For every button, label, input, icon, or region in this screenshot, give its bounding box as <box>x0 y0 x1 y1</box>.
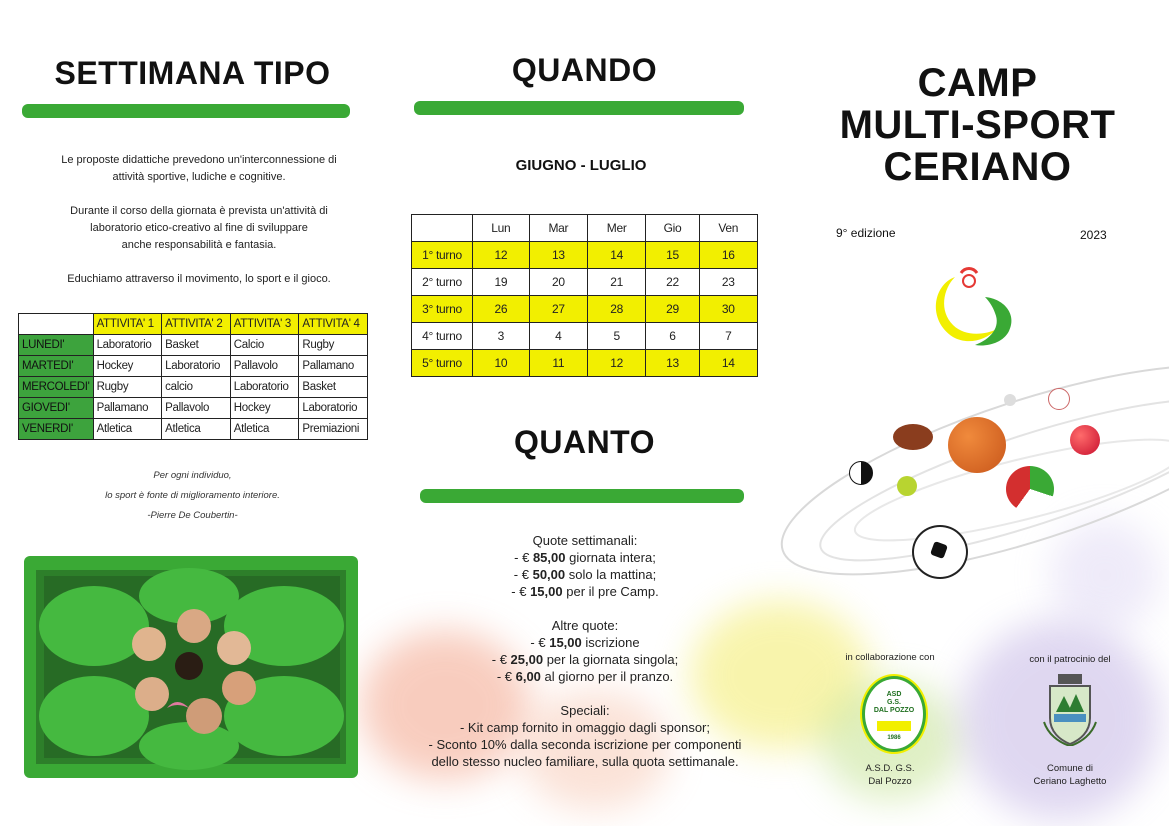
price-desc: al giorno per il pranzo. <box>540 669 674 684</box>
activity-cell: Pallavolo <box>230 356 299 377</box>
table-row <box>412 296 758 323</box>
date-cell: 10 <box>473 350 530 377</box>
municipality-name <box>1010 762 1130 788</box>
municipality-crest-icon <box>1040 672 1100 746</box>
price-desc: per il pre Camp. <box>562 584 659 599</box>
activity-cell: Laboratorio <box>230 377 299 398</box>
other-price-line <box>395 634 775 651</box>
shift-label: 2° turno <box>412 269 473 296</box>
price-prefix: - € <box>491 652 511 667</box>
collaborator-name-line: Dal Pozzo <box>868 776 912 787</box>
quote-author: -Pierre De Coubertin- <box>147 510 238 521</box>
intro-line: Educhiamo attraverso il movimento, lo sport e il gioco. <box>67 273 331 285</box>
activity-cell: Pallamano <box>299 356 368 377</box>
dal-pozzo-logo <box>862 676 926 752</box>
table-row <box>412 269 758 296</box>
date-cell: 13 <box>646 350 699 377</box>
activity-cell: calcio <box>162 377 231 398</box>
collaborator-name <box>830 762 950 788</box>
header-activity-3: ATTIVITA' 3 <box>230 314 299 335</box>
header-activity-4: ATTIVITA' 4 <box>299 314 368 335</box>
special-line: - Kit camp fornito in omaggio dagli sponsor; <box>459 720 710 735</box>
weekly-price-line <box>395 583 775 600</box>
special-title: Speciali: <box>560 703 610 718</box>
special-line: - Sconto 10% dalla seconda iscrizione per componenti <box>428 737 742 752</box>
header-day: Gio <box>646 215 699 242</box>
price-amount: 6,00 <box>515 669 541 684</box>
price-list <box>395 532 775 770</box>
municipality-name-line: Comune di <box>1047 763 1093 774</box>
intro-line: attività sportive, ludiche e cognitive. <box>112 171 286 183</box>
header-activity-1: ATTIVITA' 1 <box>93 314 162 335</box>
activity-cell: Pallavolo <box>162 398 231 419</box>
table-row <box>19 335 368 356</box>
weekly-activity-table <box>18 313 368 440</box>
date-cell: 3 <box>473 323 530 350</box>
intro-line: Le proposte didattiche prevedono un'interconnessione di <box>61 154 337 166</box>
patronage-label: con il patrocinio del <box>1029 654 1111 665</box>
table-corner-cell <box>19 314 94 335</box>
golf-ball-icon <box>1004 394 1016 406</box>
activity-cell: Basket <box>162 335 231 356</box>
activity-cell: Hockey <box>230 398 299 419</box>
activity-cell: Hockey <box>93 356 162 377</box>
edition-label: 9° edizione <box>836 226 896 240</box>
activity-cell: Laboratorio <box>93 335 162 356</box>
header-day: Ven <box>699 215 757 242</box>
weekly-price-line <box>395 549 775 566</box>
date-cell: 12 <box>473 242 530 269</box>
basketball-icon <box>948 417 1006 473</box>
camp-title-line: CAMP <box>917 61 1038 105</box>
special-line: dello stesso nucleo familiare, sulla quota settimanale. <box>431 754 739 769</box>
price-prefix: - € <box>511 584 531 599</box>
price-desc: iscrizione <box>581 635 640 650</box>
soccer-ball-icon <box>912 525 968 579</box>
date-cell: 13 <box>529 242 587 269</box>
logo-year: 1986 <box>887 735 901 741</box>
soccer-ball-patch <box>930 541 948 559</box>
price-amount: 50,00 <box>532 567 566 582</box>
green-brush-stroke <box>420 489 744 503</box>
shift-label: 1° turno <box>412 242 473 269</box>
date-cell: 21 <box>588 269 646 296</box>
activity-cell: Rugby <box>93 377 162 398</box>
price-desc: giornata intera; <box>565 550 656 565</box>
dal-pozzo-logo-text <box>865 691 923 715</box>
date-cell: 20 <box>529 269 587 296</box>
header-day: Lun <box>473 215 530 242</box>
date-cell: 29 <box>646 296 699 323</box>
baseball-icon <box>1048 388 1070 410</box>
day-cell: VENERDI' <box>19 419 94 440</box>
date-cell: 12 <box>588 350 646 377</box>
table-row <box>19 398 368 419</box>
collaborator-name-line: A.S.D. G.S. <box>865 763 915 774</box>
intro-line: laboratorio etico-creativo al fine di sviluppare <box>90 222 308 234</box>
group-photo <box>24 556 358 778</box>
price-prefix: - € <box>513 567 533 582</box>
volleyball-icon <box>1006 466 1054 512</box>
date-cell: 11 <box>529 350 587 377</box>
table-row <box>412 242 758 269</box>
bowling-ball-icon <box>1070 425 1100 455</box>
dates-table <box>411 214 758 377</box>
table-row <box>19 356 368 377</box>
table-header-row <box>19 314 368 335</box>
price-amount: 15,00 <box>530 584 563 599</box>
period-label: GIUGNO - LUGLIO <box>515 157 647 174</box>
yin-yang-icon <box>849 461 873 485</box>
year-label: 2023 <box>1080 228 1107 242</box>
table-row <box>19 419 368 440</box>
date-cell: 14 <box>588 242 646 269</box>
activity-cell: Rugby <box>299 335 368 356</box>
coubertin-quote <box>20 466 365 526</box>
date-cell: 27 <box>529 296 587 323</box>
rugby-ball-icon <box>893 424 933 450</box>
activity-cell: Atletica <box>162 419 231 440</box>
camp-title-line: CERIANO <box>883 145 1072 189</box>
group-photo-illustration <box>24 556 358 778</box>
activity-cell: Laboratorio <box>299 398 368 419</box>
activity-cell: Laboratorio <box>162 356 231 377</box>
price-prefix: - € <box>514 550 533 565</box>
date-cell: 6 <box>646 323 699 350</box>
logo-text-line: ASD <box>886 691 902 698</box>
intro-line: anche responsabilità e fantasia. <box>121 239 277 251</box>
price-title: QUANTO <box>513 424 656 460</box>
logo-text-line: DAL POZZO <box>873 707 915 714</box>
other-price-line <box>395 651 775 668</box>
date-cell: 23 <box>699 269 757 296</box>
date-cell: 28 <box>588 296 646 323</box>
municipality-name-line: Ceriano Laghetto <box>1033 776 1107 787</box>
green-brush-stroke <box>414 101 744 115</box>
date-cell: 14 <box>699 350 757 377</box>
price-amount: 15,00 <box>549 635 582 650</box>
header-day: Mar <box>529 215 587 242</box>
day-cell: GIOVEDI' <box>19 398 94 419</box>
date-cell: 22 <box>646 269 699 296</box>
logo-text-line: G.S. <box>886 699 901 706</box>
price-amount: 25,00 <box>510 652 544 667</box>
price-desc: solo la mattina; <box>565 567 657 582</box>
intro-line: Durante il corso della giornata è prevista un'attività di <box>70 205 328 217</box>
weekly-prices-title: Quote settimanali: <box>532 533 638 548</box>
shift-label: 4° turno <box>412 323 473 350</box>
camp-title-line: MULTI-SPORT <box>839 103 1116 147</box>
date-cell: 7 <box>699 323 757 350</box>
date-cell: 4 <box>529 323 587 350</box>
date-cell: 30 <box>699 296 757 323</box>
tennis-ball-icon <box>897 476 917 496</box>
activity-cell: Atletica <box>93 419 162 440</box>
shift-label: 3° turno <box>412 296 473 323</box>
day-cell: LUNEDI' <box>19 335 94 356</box>
activity-cell: Atletica <box>230 419 299 440</box>
header-day: Mer <box>588 215 646 242</box>
quote-line: lo sport è fonte di miglioramento interiore. <box>105 490 280 501</box>
table-row <box>412 323 758 350</box>
table-corner-cell <box>412 215 473 242</box>
activity-cell: Premiazioni <box>299 419 368 440</box>
table-header-row <box>412 215 758 242</box>
other-price-line <box>395 668 775 685</box>
table-row <box>19 377 368 398</box>
price-prefix: - € <box>496 669 516 684</box>
intro-text <box>20 152 378 288</box>
when-title: QUANDO <box>511 52 658 88</box>
activity-cell: Calcio <box>230 335 299 356</box>
logo-stripe <box>877 721 911 731</box>
camp-title <box>820 62 1135 188</box>
date-cell: 5 <box>588 323 646 350</box>
table-row <box>412 350 758 377</box>
day-cell: MERCOLEDI' <box>19 377 94 398</box>
date-cell: 16 <box>699 242 757 269</box>
header-activity-2: ATTIVITA' 2 <box>162 314 231 335</box>
date-cell: 19 <box>473 269 530 296</box>
date-cell: 26 <box>473 296 530 323</box>
weekly-price-line <box>395 566 775 583</box>
shift-label: 5° turno <box>412 350 473 377</box>
weekly-schedule-title: SETTIMANA TIPO <box>54 55 331 91</box>
price-prefix: - € <box>530 635 550 650</box>
other-prices-title: Altre quote: <box>551 618 619 633</box>
green-brush-stroke <box>22 104 350 118</box>
date-cell: 15 <box>646 242 699 269</box>
price-amount: 85,00 <box>532 550 566 565</box>
activity-cell: Basket <box>299 377 368 398</box>
collaboration-label: in collaborazione con <box>845 652 935 663</box>
activity-cell: Pallamano <box>93 398 162 419</box>
day-cell: MARTEDI' <box>19 356 94 377</box>
price-desc: per la giornata singola; <box>543 652 679 667</box>
quote-line: Per ogni individuo, <box>153 470 232 481</box>
